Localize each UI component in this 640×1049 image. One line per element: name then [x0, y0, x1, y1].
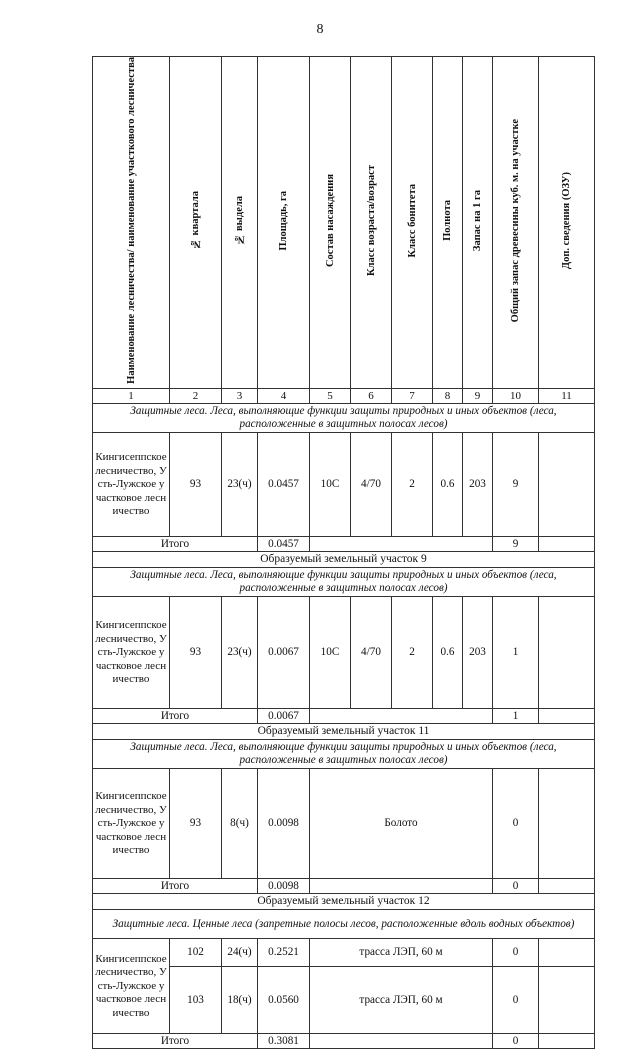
total-empty: [310, 1034, 493, 1049]
category-row: [93, 740, 595, 769]
table-row: [93, 597, 595, 709]
column-number: 7: [392, 389, 433, 404]
total-extra: [539, 537, 595, 552]
total-stock-sum: 0: [493, 1034, 539, 1049]
section-title: Образуемый земельный участок 11: [93, 724, 595, 740]
section-title-row: [93, 894, 595, 910]
category-row: [93, 910, 595, 939]
column-number: 8: [433, 389, 463, 404]
merged-note: трасса ЛЭП, 60 м: [310, 939, 493, 967]
page-number: 8: [316, 22, 324, 37]
density: 0.6: [433, 433, 463, 537]
total-label: Итого: [93, 879, 258, 894]
column-header: Наименование лесничества/ наименование участкового лесничества: [93, 57, 170, 389]
forest-category: Защитные леса. Леса, выполняющие функции защиты природных и иных объектов (леса, расположенные в защитных полосах лесов): [93, 404, 595, 433]
total-stock: 0: [493, 967, 539, 1034]
forestry-name: Кингисеппское лесничество, Усть-Лужское участковое лесничество: [93, 769, 170, 879]
merged-note: трасса ЛЭП, 60 м: [310, 967, 493, 1034]
age-class: 4/70: [351, 433, 392, 537]
total-empty: [310, 537, 493, 552]
area-value: 0.0457: [258, 433, 310, 537]
composition: 10С: [310, 597, 351, 709]
stock-per-ha: 203: [463, 597, 493, 709]
extra-info: [539, 967, 595, 1034]
total-stock: 1: [493, 597, 539, 709]
table-body: [93, 57, 595, 1049]
quarter-number: 93: [170, 433, 222, 537]
column-header: Площадь, га: [258, 57, 310, 389]
area-value: 0.0067: [258, 597, 310, 709]
total-stock-sum: 1: [493, 709, 539, 724]
extra-info: [539, 433, 595, 537]
column-number: 3: [222, 389, 258, 404]
column-number: 10: [493, 389, 539, 404]
total-area: 0.0067: [258, 709, 310, 724]
column-header: Общий запас древесины куб. м. на участке: [493, 57, 539, 389]
section-title: Образуемый земельный участок 12: [93, 894, 595, 910]
bonitet-class: 2: [392, 433, 433, 537]
section-title: Образуемый земельный участок 9: [93, 552, 595, 568]
plot-number: 23(ч): [222, 597, 258, 709]
total-label: Итого: [93, 537, 258, 552]
header-row: [93, 57, 595, 389]
total-label: Итого: [93, 1034, 258, 1049]
total-extra: [539, 709, 595, 724]
column-header: Полнота: [433, 57, 463, 389]
total-row: [93, 537, 595, 552]
total-area: 0.3081: [258, 1034, 310, 1049]
forest-category: Защитные леса. Леса, выполняющие функции защиты природных и иных объектов (леса, расположенные в защитных полосах лесов): [93, 740, 595, 769]
column-number: 11: [539, 389, 595, 404]
column-number: 1: [93, 389, 170, 404]
section-title-row: [93, 724, 595, 740]
quarter-number: 102: [170, 939, 222, 967]
column-number: 6: [351, 389, 392, 404]
extra-info: [539, 597, 595, 709]
column-header: № выдела: [222, 57, 258, 389]
total-stock-sum: 0: [493, 879, 539, 894]
age-class: 4/70: [351, 597, 392, 709]
column-number: 4: [258, 389, 310, 404]
total-stock: 0: [493, 939, 539, 967]
total-row: [93, 709, 595, 724]
table-row: [93, 433, 595, 537]
bonitet-class: 2: [392, 597, 433, 709]
forest-category: Защитные леса. Ценные леса (запретные полосы лесов, расположенные вдоль водных объектов): [93, 910, 595, 939]
total-area: 0.0457: [258, 537, 310, 552]
quarter-number: 103: [170, 967, 222, 1034]
area-value: 0.0560: [258, 967, 310, 1034]
area-value: 0.0098: [258, 769, 310, 879]
total-extra: [539, 1034, 595, 1049]
forest-category: Защитные леса. Леса, выполняющие функции защиты природных и иных объектов (леса, расположенные в защитных полосах лесов): [93, 568, 595, 597]
stock-per-ha: 203: [463, 433, 493, 537]
extra-info: [539, 769, 595, 879]
total-extra: [539, 879, 595, 894]
column-header: Запас на 1 га: [463, 57, 493, 389]
total-row: [93, 879, 595, 894]
total-stock: 0: [493, 769, 539, 879]
column-number: 2: [170, 389, 222, 404]
plot-number: 24(ч): [222, 939, 258, 967]
plot-number: 23(ч): [222, 433, 258, 537]
merged-note: Болото: [310, 769, 493, 879]
column-header: Состав насаждения: [310, 57, 351, 389]
forestry-name: Кингисеппское лесничество, Усть-Лужское участковое лесничество: [93, 597, 170, 709]
forest-table: [92, 56, 595, 1049]
column-number: 9: [463, 389, 493, 404]
column-number: 5: [310, 389, 351, 404]
total-row: [93, 1034, 595, 1049]
column-header: Доп. сведения (ОЗУ): [539, 57, 595, 389]
column-header: Класс бонитета: [392, 57, 433, 389]
total-label: Итого: [93, 709, 258, 724]
table-row: [93, 939, 595, 967]
section-title-row: [93, 552, 595, 568]
column-header: № квартала: [170, 57, 222, 389]
total-stock-sum: 9: [493, 537, 539, 552]
category-row: [93, 568, 595, 597]
category-row: [93, 404, 595, 433]
column-number-row: [93, 389, 595, 404]
plot-number: 18(ч): [222, 967, 258, 1034]
table-row: [93, 769, 595, 879]
quarter-number: 93: [170, 769, 222, 879]
forestry-name: Кингисеппское лесничество, Усть-Лужское участковое лесничество: [93, 939, 170, 1034]
composition: 10С: [310, 433, 351, 537]
forestry-name: Кингисеппское лесничество, Усть-Лужское участковое лесничество: [93, 433, 170, 537]
column-header: Класс возраста/возраст: [351, 57, 392, 389]
density: 0.6: [433, 597, 463, 709]
total-empty: [310, 709, 493, 724]
plot-number: 8(ч): [222, 769, 258, 879]
area-value: 0.2521: [258, 939, 310, 967]
total-area: 0.0098: [258, 879, 310, 894]
quarter-number: 93: [170, 597, 222, 709]
total-stock: 9: [493, 433, 539, 537]
extra-info: [539, 939, 595, 967]
total-empty: [310, 879, 493, 894]
